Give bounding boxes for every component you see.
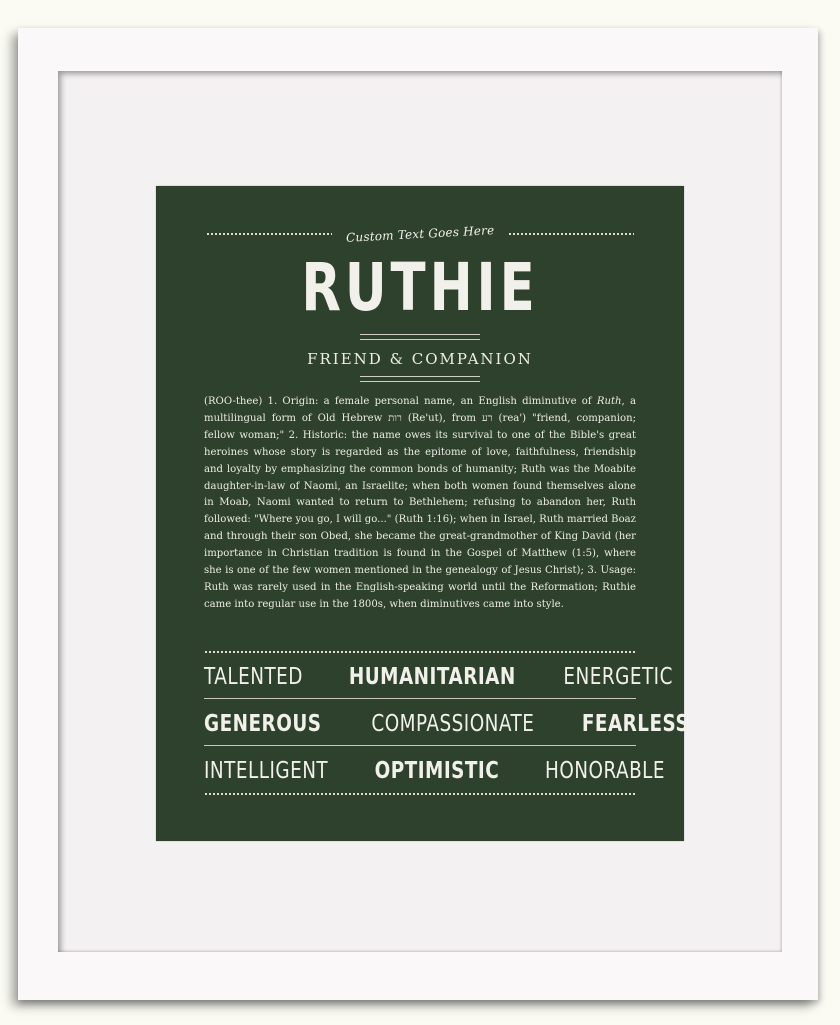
traits-row-3: [204, 754, 666, 788]
trait-word: COMPASSIONATE: [371, 711, 535, 737]
double-rule-bottom: [360, 376, 480, 382]
dotted-divider-left: [206, 233, 332, 235]
name-print: [156, 186, 689, 841]
definition-italic-text: Ruth: [596, 396, 622, 407]
picture-frame: [18, 28, 818, 1000]
definition-text: (ROO-thee) 1. Origin: a female personal name, an English diminutive of: [204, 396, 597, 407]
trait-word: ENERGETIC: [563, 664, 674, 690]
custom-text: Custom Text Goes Here: [345, 223, 495, 245]
custom-text-row: [206, 222, 634, 246]
trait-word: HONORABLE: [545, 758, 666, 784]
dotted-divider-right: [508, 233, 634, 235]
double-rule-top: [360, 334, 480, 340]
traits-row-2: [204, 707, 689, 741]
trait-divider: [204, 698, 636, 699]
trait-word: HUMANITARIAN: [348, 664, 516, 690]
trait-word: GENEROUS: [204, 711, 322, 737]
trait-word: OPTIMISTIC: [374, 758, 500, 784]
name-definition: [204, 394, 636, 614]
name-meaning: FRIEND & COMPANION: [307, 350, 533, 368]
trait-word: TALENTED: [204, 664, 303, 690]
trait-word: INTELLIGENT: [204, 758, 329, 784]
print-name: RUTHIE: [301, 249, 539, 326]
frame-mat: [58, 71, 782, 952]
definition-text: , a multilingual form of Old Hebrew רות (Re'ut), from רע (rea') "friend, companion; fellow woman;" 2. Historic: the name owes its survival to one of the Bible's great heroines whose story is regarded as the epitome of love, faithfulness, friendship and loyalty by emphasizing the common bonds of humanity; Ruth was the Moabite daughter-in-law of Naomi, an Israelite; when both women found themselves alone in Moab, Naomi wanted to return to Bethlehem; refusing to abandon her, Ruth followed: "Where you go, I will go..." (Ruth 1:16); when in Israel, Ruth married Boaz and through their son Obed, she became the great-grandmother of King David (her importance in Christian tradition is found in the Gospel of Matthew (1:5), where she is one of the few women mentioned in the genealogy of Jesus Christ); 3. Usage: Ruth was rarely used in the English-speaking world until the Reformation; Ruthie came into regular use in the 1800s, when diminutives came into style.: [204, 396, 637, 610]
trait-divider: [204, 745, 636, 746]
trait-word: FEARLESS: [581, 711, 689, 737]
dotted-divider-traits-bottom: [204, 793, 636, 795]
traits-row-1: [204, 660, 674, 694]
dotted-divider-traits-top: [204, 651, 636, 653]
